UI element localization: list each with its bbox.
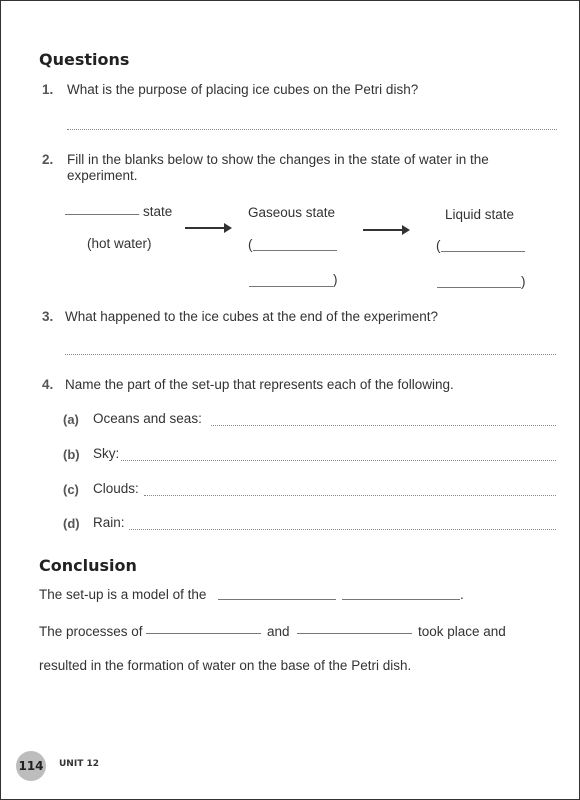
q4d-text: Rain:: [93, 515, 125, 530]
conclusion-heading: Conclusion: [39, 556, 137, 575]
state2-blank-2[interactable]: [249, 286, 333, 287]
arrow-right-icon: [185, 227, 225, 229]
state3-blank-1[interactable]: [441, 251, 525, 252]
conclusion-blank-1[interactable]: [218, 599, 336, 600]
page-number-badge: 114: [16, 751, 46, 781]
state3-label: Liquid state: [445, 207, 515, 222]
state1-suffix: state: [143, 204, 173, 219]
q3-text: What happened to the ice cubes at the end of the experiment?: [65, 309, 439, 324]
q4b-text: Sky:: [93, 446, 120, 461]
q1-text: What is the purpose of placing ice cubes on the Petri dish?: [67, 82, 419, 97]
unit-label: UNIT 12: [59, 759, 99, 769]
q2-text-line2: experiment.: [67, 168, 138, 183]
q4-text: Name the part of the set-up that represents each of the following.: [65, 377, 454, 392]
q4d-label: (d): [63, 516, 80, 531]
q4c-text: Clouds:: [93, 481, 139, 496]
conclusion-blank-3[interactable]: [146, 633, 261, 634]
conclusion-line1-prefix: The set-up is a model of the: [39, 587, 207, 602]
q3-number: 3.: [42, 309, 54, 324]
q4b-label: (b): [63, 447, 80, 462]
q4c-label: (c): [63, 482, 79, 497]
q3-answer-line[interactable]: [65, 354, 556, 355]
conclusion-line1-end: .: [460, 587, 464, 602]
conclusion-blank-4[interactable]: [297, 633, 412, 634]
conclusion-line2-end: took place and: [418, 624, 506, 639]
state1-blank[interactable]: [65, 214, 139, 215]
state2-open-paren: (: [248, 237, 253, 252]
arrow-right-icon: [363, 229, 403, 231]
q4a-text: Oceans and seas:: [93, 411, 202, 426]
q2-number: 2.: [42, 152, 54, 167]
state3-open-paren: (: [436, 238, 441, 253]
q4a-label: (a): [63, 412, 79, 427]
q4b-answer-line[interactable]: [121, 460, 556, 461]
q4d-answer-line[interactable]: [129, 529, 556, 530]
q1-answer-line[interactable]: [67, 129, 557, 130]
state1-note: (hot water): [87, 236, 152, 251]
conclusion-line2-prefix: The processes of: [39, 624, 143, 639]
state2-close-paren: ): [333, 272, 338, 287]
state3-blank-2[interactable]: [437, 287, 521, 288]
conclusion-blank-2[interactable]: [342, 599, 460, 600]
conclusion-line2-middle: and: [267, 624, 290, 639]
state2-blank-1[interactable]: [253, 250, 337, 251]
q4-number: 4.: [42, 377, 54, 392]
questions-heading: Questions: [39, 50, 130, 69]
state2-label: Gaseous state: [248, 205, 336, 220]
q1-number: 1.: [42, 82, 54, 97]
conclusion-line3: resulted in the formation of water on the base of the Petri dish.: [39, 658, 412, 673]
q4c-answer-line[interactable]: [144, 495, 556, 496]
q2-text-line1: Fill in the blanks below to show the changes in the state of water in the: [67, 152, 489, 167]
q4a-answer-line[interactable]: [211, 425, 556, 426]
state3-close-paren: ): [521, 274, 526, 289]
